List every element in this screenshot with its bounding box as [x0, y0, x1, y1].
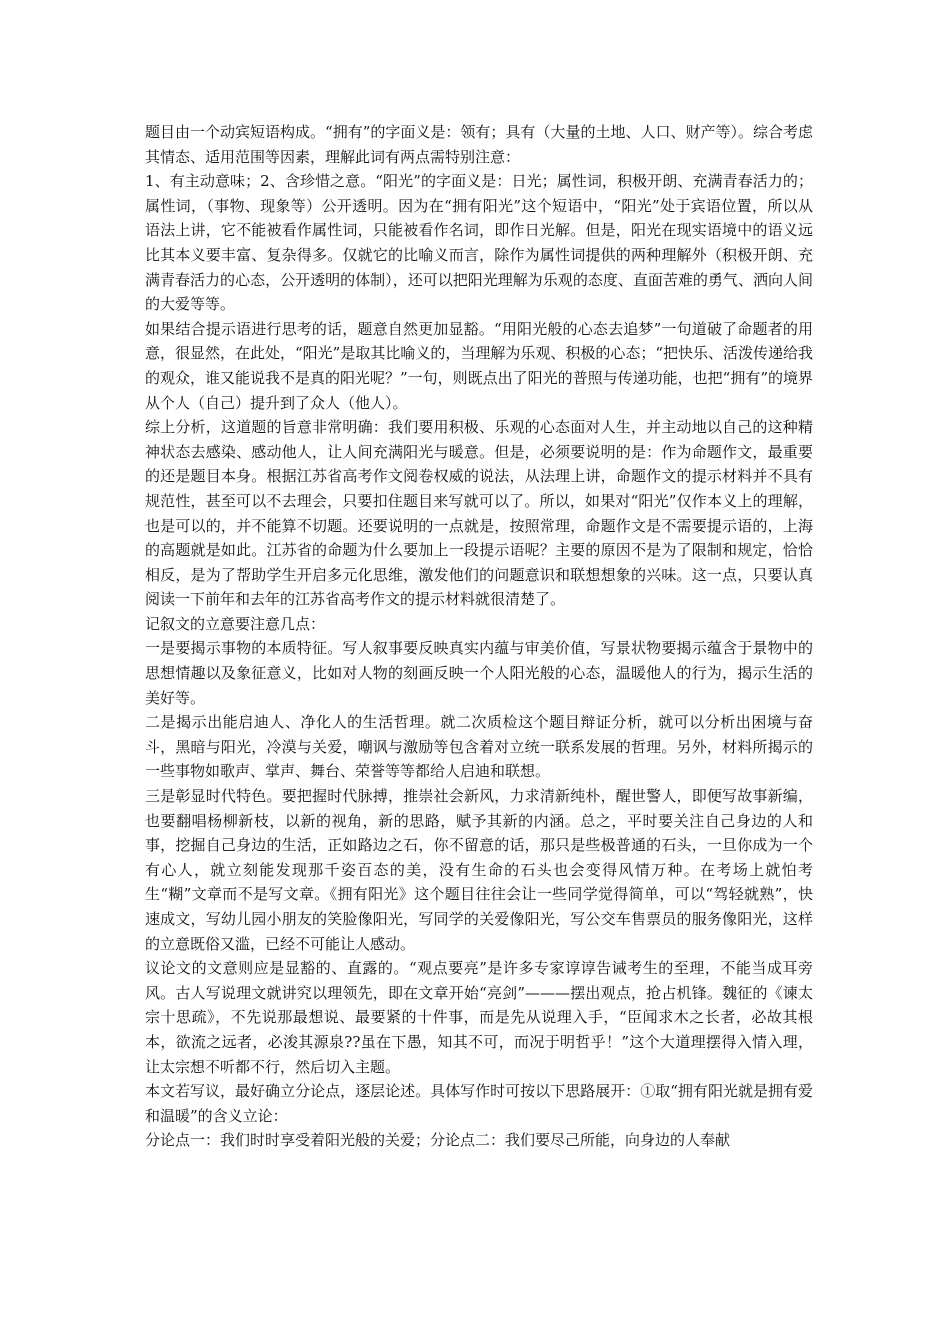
- paragraph-argumentative: 议论文的文意则应是显豁的、直露的。“观点要亮”是许多专家谆谆告诫考生的至理，不能当成耳旁风。古人写说理文就讲究以理领先，即在文章开始“亮剑”———摆出观点，抢占机锋。魏征的《谏太宗十思疏》，不先说那最想说、最要紧的十件事，而是先从说理入手，“臣闻求木之长者，必故其根本，欲流之远者，必浚其源泉??虽在下愚，知其不可，而况于明哲乎！”这个大道理摆得入情入理，让太宗想不听都不行，然后切入主题。: [145, 959, 813, 1076]
- paragraph-summary: 综上分析，这道题的旨意非常明确：我们要用积极、乐观的心态面对人生，并主动地以自己的这种精神状态去感染、感动他人，让人间充满阳光与暖意。但是，必须要说明的是：作为命题作文，最重要的还是题目本身。根据江苏省高考作文阅卷权威的说法，从法理上讲，命题作文的提示材料并不具有规范性，甚至可以不去理会，只要扣住题目来写就可以了。所以，如果对“阳光”仅作本义上的理解，也是可以的，并不能算不切题。还要说明的一点就是，按照常理，命题作文是不需要提示语的，上海的高题就是如此。江苏省的命题为什么要加上一段提示语呢？主要的原因不是为了限制和规定，恰恰相反，是为了帮助学生开启多元化思维，激发他们的问题意识和联想想象的兴味。这一点，只要认真阅读一下前年和去年的江苏省高考作文的提示材料就很清楚了。: [145, 418, 813, 609]
- paragraph-point-three: 三是彰显时代特色。要把握时代脉搏，推崇社会新风，力求清新纯朴，醒世警人，即便写故事新编，也要翻唱杨柳新枝，以新的视角，新的思路，赋予其新的内涵。总之，平时要关注自己身边的人和事，挖掘自己身边的生活，正如路边之石，你不留意的话，那只是些极普通的石头，一旦你成为一个有心人，就立刻能发现那千姿百态的美，没有生命的石头也会变得风情万种。在考场上就怕考生“糊”文章而不是写文章。《拥有阳光》这个题目往往会让一些同学觉得简单，可以“驾轻就熟”，快速成文，写幼儿园小朋友的笑脸像阳光，写同学的关爱像阳光，写公交车售票员的服务像阳光，这样的立意既俗又滥，已经不可能让人感动。: [145, 787, 813, 953]
- paragraph-point-two: 二是揭示出能启迪人、净化人的生活哲理。就二次质检这个题目辩证分析，就可以分析出困境与奋斗，黑暗与阳光，冷漠与关爱，嘲讽与激励等包含着对立统一联系发展的哲理。另外，材料所揭示的一些事物如歌声、掌声、舞台、荣誉等等都给人启迪和联想。: [145, 713, 813, 781]
- paragraph-point-one: 一是要揭示事物的本质特征。写人叙事要反映真实内蕴与审美价值，写景状物要揭示蕴含于景物中的思想情趣以及象征意义，比如对人物的刻画反映一个人阳光般的心态，温暖他人的行为，揭示生活的美好等。: [145, 639, 813, 707]
- paragraph-sub-arguments: 分论点一：我们时时享受着阳光般的关爱；分论点二：我们要尽己所能，向身边的人奉献: [145, 1131, 731, 1150]
- paragraph-word-meaning: 1、有主动意味；2、含珍惜之意。“阳光”的字面义是：日光；属性词，积极开朗、充满青春活力的；属性词，（事物、现象等）公开透明。因为在“拥有阳光”这个短语中，“阳光”处于宾语位置，所以从语法上讲，它不能被看作属性词，只能被看作名词，即作日光解。但是，阳光在现实语境中的语义远比其本义要丰富、复杂得多。仅就它的比喻义而言，除作为属性词提供的两种理解外（积极开朗、充满青春活力的心态，公开透明的体制），还可以把阳光理解为乐观的态度、直面苦难的勇气、洒向人间的大爱等等。: [145, 172, 813, 314]
- paragraph-narrative-heading: 记叙文的立意要注意几点：: [145, 614, 326, 633]
- paragraph-structure-advice: 本文若写议，最好确立分论点，逐层论述。具体写作时可按以下思路展开：①取“拥有阳光就是拥有爱和温暖”的含义立论：: [145, 1082, 813, 1125]
- document-body: [145, 120, 813, 1153]
- paragraph-prompt-analysis: 如果结合提示语进行思考的话，题意自然更加显豁。“用阳光般的心态去追梦”一句道破了命题者的用意，很显然，在此处，“阳光”是取其比喻义的，当理解为乐观、积极的心态；“把快乐、活泼传递给我的观众，谁又能说我不是真的阳光呢？”一句，则既点出了阳光的普照与传递功能，也把“拥有”的境界从个人（自己）提升到了众人（他人）。: [145, 319, 814, 412]
- paragraph-topic-structure: 题目由一个动宾短语构成。“拥有”的字面义是：领有；具有（大量的土地、人口、财产等）。综合考虑其情态、适用范围等因素，理解此词有两点需特别注意：: [145, 123, 813, 166]
